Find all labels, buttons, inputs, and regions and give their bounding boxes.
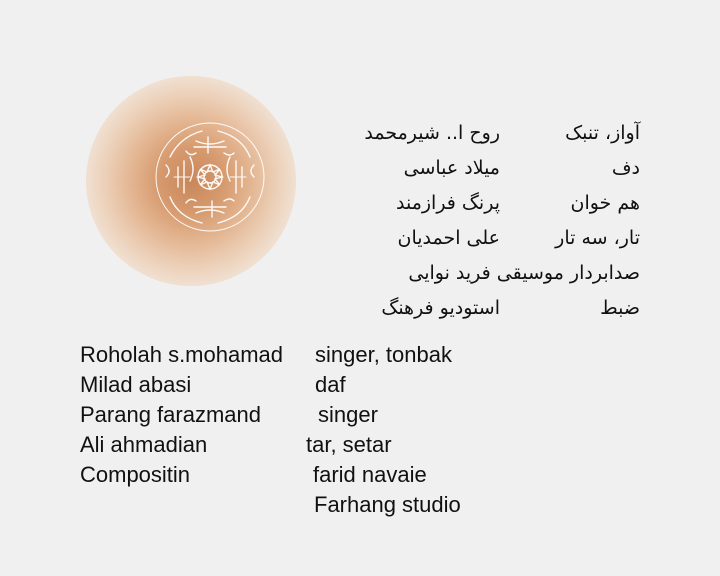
persian-role: تار، سه تار [555, 227, 640, 249]
english-role: singer [318, 402, 378, 427]
persian-role: دف [611, 157, 640, 179]
calligraphy-emblem-icon [150, 117, 270, 237]
persian-role: هم خوان [570, 192, 640, 214]
english-name: Ali ahmadian [80, 432, 208, 457]
english-name: Milad abasi [80, 372, 192, 397]
persian-full-line: صدابردار موسیقی فرید نوایی [408, 262, 640, 284]
english-name: Parang farazmand [80, 402, 261, 427]
english-name: Compositin [80, 462, 191, 487]
persian-name: پرنگ فرازمند [395, 192, 500, 214]
english-role: singer, tonbak [315, 342, 452, 367]
persian-role: آواز، تنبک [565, 122, 640, 144]
persian-name: علی احمدیان [397, 227, 500, 249]
persian-credits [340, 116, 640, 326]
english-role: daf [315, 372, 346, 397]
english-role: tar, setar [306, 432, 392, 457]
persian-credit-row [340, 116, 640, 151]
persian-credit-row [340, 151, 640, 186]
english-role: Farhang studio [314, 492, 461, 517]
persian-role: ضبط [600, 297, 640, 319]
english-name: Roholah s.mohamad [80, 342, 284, 367]
persian-credit-row [340, 256, 640, 291]
persian-credit-row [340, 221, 640, 256]
persian-name: استودیو فرهنگ [381, 297, 500, 319]
persian-name: میلاد عباسی [403, 157, 500, 179]
persian-credit-row [340, 291, 640, 326]
english-role: farid navaie [313, 462, 427, 487]
persian-credit-row [340, 186, 640, 221]
persian-name: روح ا.. شیرمحمد [364, 122, 500, 144]
